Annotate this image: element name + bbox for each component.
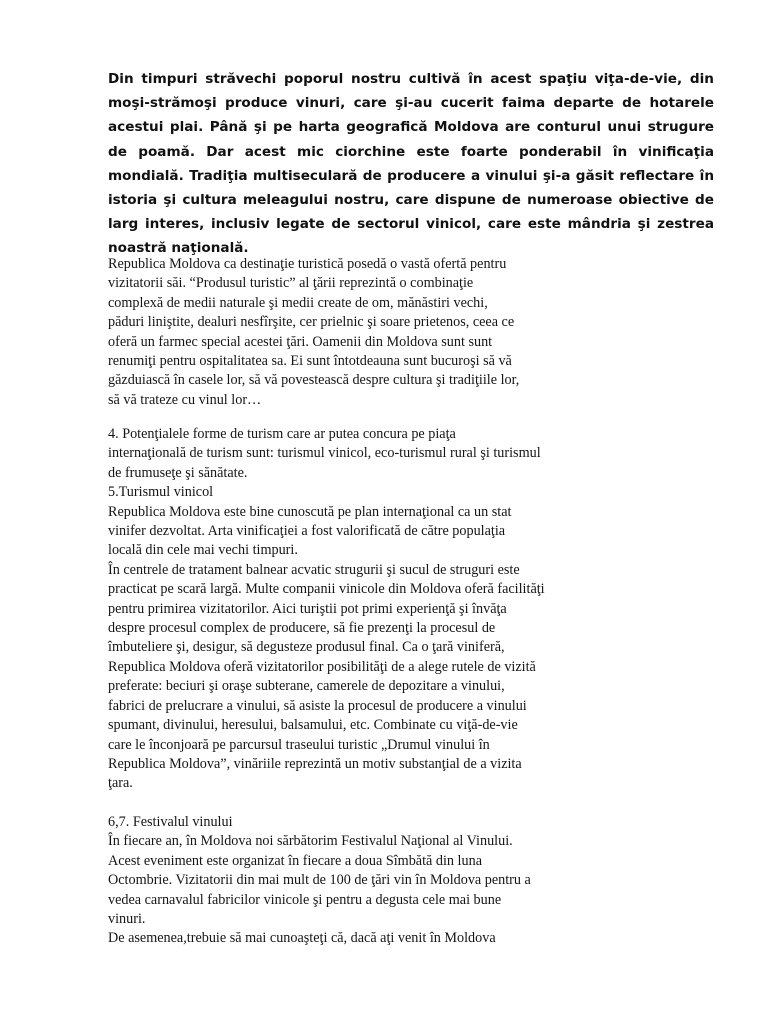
wine-tourism-section	[108, 425, 588, 794]
text-line: despre procesul complex de producere, să fie prezenţi la procesul de	[108, 620, 496, 637]
text-line: De asemenea,trebuie să mai cunoaşteţi că, dacă aţi venit în Moldova	[108, 930, 496, 947]
text-line: renumiţi pentru ospitalitatea sa. Ei sunt întotdeauna sunt bucuroşi să vă	[108, 353, 512, 370]
text-line: Republica Moldova este bine cunoscută pe plan internaţional ca un stat	[108, 503, 512, 520]
text-line: Octombrie. Vizitatorii din mai mult de 100 de ţări vin în Moldova pentru a	[108, 872, 531, 889]
text-line: Republica Moldova ca destinaţie turistică posedă o vastă ofertă pentru	[108, 256, 507, 272]
text-line: vedea carnavalul fabricilor vinicole şi pentru a degusta cele mai bune	[108, 891, 502, 908]
tourism-offer-paragraph	[108, 255, 578, 410]
text-line: În centrele de tratament balnear acvatic strugurii şi sucul de struguri este	[108, 561, 520, 578]
tourism-offer-lines	[108, 255, 578, 410]
text-line: să vă trateze cu vinul lor…	[108, 391, 262, 408]
text-line: Acest eveniment este organizat în fiecare a doua Sîmbătă din luna	[108, 852, 482, 869]
text-line: găzduiască în casele lor, să vă povestească despre cultura şi tradiţiile lor,	[108, 372, 520, 389]
text-line: vizitatorii săi. “Produsul turistic” al ţării reprezintă o combinaţie	[108, 275, 474, 292]
text-line: vinuri.	[108, 911, 146, 928]
text-line: complexă de medii naturale şi medii create de om, mănăstiri vechi,	[108, 294, 488, 311]
text-line: locală din cele mai vechi timpuri.	[108, 542, 298, 559]
text-line: care le înconjoară pe parcursul traseului turistic „Drumul vinului în	[108, 736, 490, 753]
text-line: oferă un farmec special acestei ţări. Oamenii din Moldova sunt sunt	[108, 333, 493, 350]
text-line: 4. Potenţialele forme de turism care ar putea concura pe piaţa	[108, 426, 456, 442]
text-line: vinifer dezvoltat. Arta vinificaţiei a fost valorificată de către populaţia	[108, 523, 506, 540]
text-line: de frumuseţe şi sănătate.	[108, 464, 248, 481]
text-line: spumant, divinului, heresului, balsamului, etc. Combinate cu viţă-de-vie	[108, 717, 518, 734]
text-line: practicat pe scară largă. Multe companii vinicole din Moldova oferă facilităţi	[108, 581, 545, 598]
text-line: fabrici de prelucrare a vinului, să asiste la procesul de producere a vinului	[108, 697, 527, 714]
text-line: Republica Moldova”, vinăriile reprezintă un motiv substanţial de a vizita	[108, 755, 522, 772]
text-line: ţara.	[108, 775, 133, 792]
wine-festival-section	[108, 813, 578, 949]
text-line: îmbuteliere şi, desigur, să degusteze produsul final. Ca o ţară viniferă,	[108, 639, 505, 656]
wine-festival-lines	[108, 813, 578, 949]
text-line: pentru primirea vizitatorilor. Aici turiştii pot primi experienţă şi învăţa	[108, 600, 507, 617]
text-line: păduri liniştite, dealuri nesfîrşite, cer prielnic şi soare prietenos, ceea ce	[108, 314, 515, 331]
text-line: Republica Moldova oferă vizitatorilor posibilităţi de a alege rutele de vizită	[108, 658, 536, 675]
text-line: 6,7. Festivalul vinului	[108, 814, 233, 830]
wine-tourism-lines	[108, 425, 588, 794]
text-line: internaţională de turism sunt: turismul vinicol, eco-turismul rural şi turismul	[108, 445, 541, 462]
intro-paragraph: Din timpuri străvechi poporul nostru cultivă în acest spaţiu viţa-de-vie, din moşi-strămoşi produce vinuri, care şi-au cucerit faima departe de hotarele acestui plai. Până şi pe harta geografică Moldova are conturul unui strugure de poamă. Dar acest mic ciorchine este foarte ponderabil în vinificaţia mondială. Tradiţia multiseculară de producere a vinului şi-a găsit reflectare în istoria şi cultura meleagului nostru, care dispune de numeroase obiective de larg interes, inclusiv legate de sectorul vinicol, care este mândria şi zestrea noastră naţională.	[108, 71, 714, 257]
text-line: preferate: beciuri şi oraşe subterane, camerele de depozitare a vinului,	[108, 678, 505, 695]
text-line: 5.Turismul vinicol	[108, 484, 214, 501]
text-line: În fiecare an, în Moldova noi sărbătorim Festivalul Naţional al Vinului.	[108, 833, 513, 850]
